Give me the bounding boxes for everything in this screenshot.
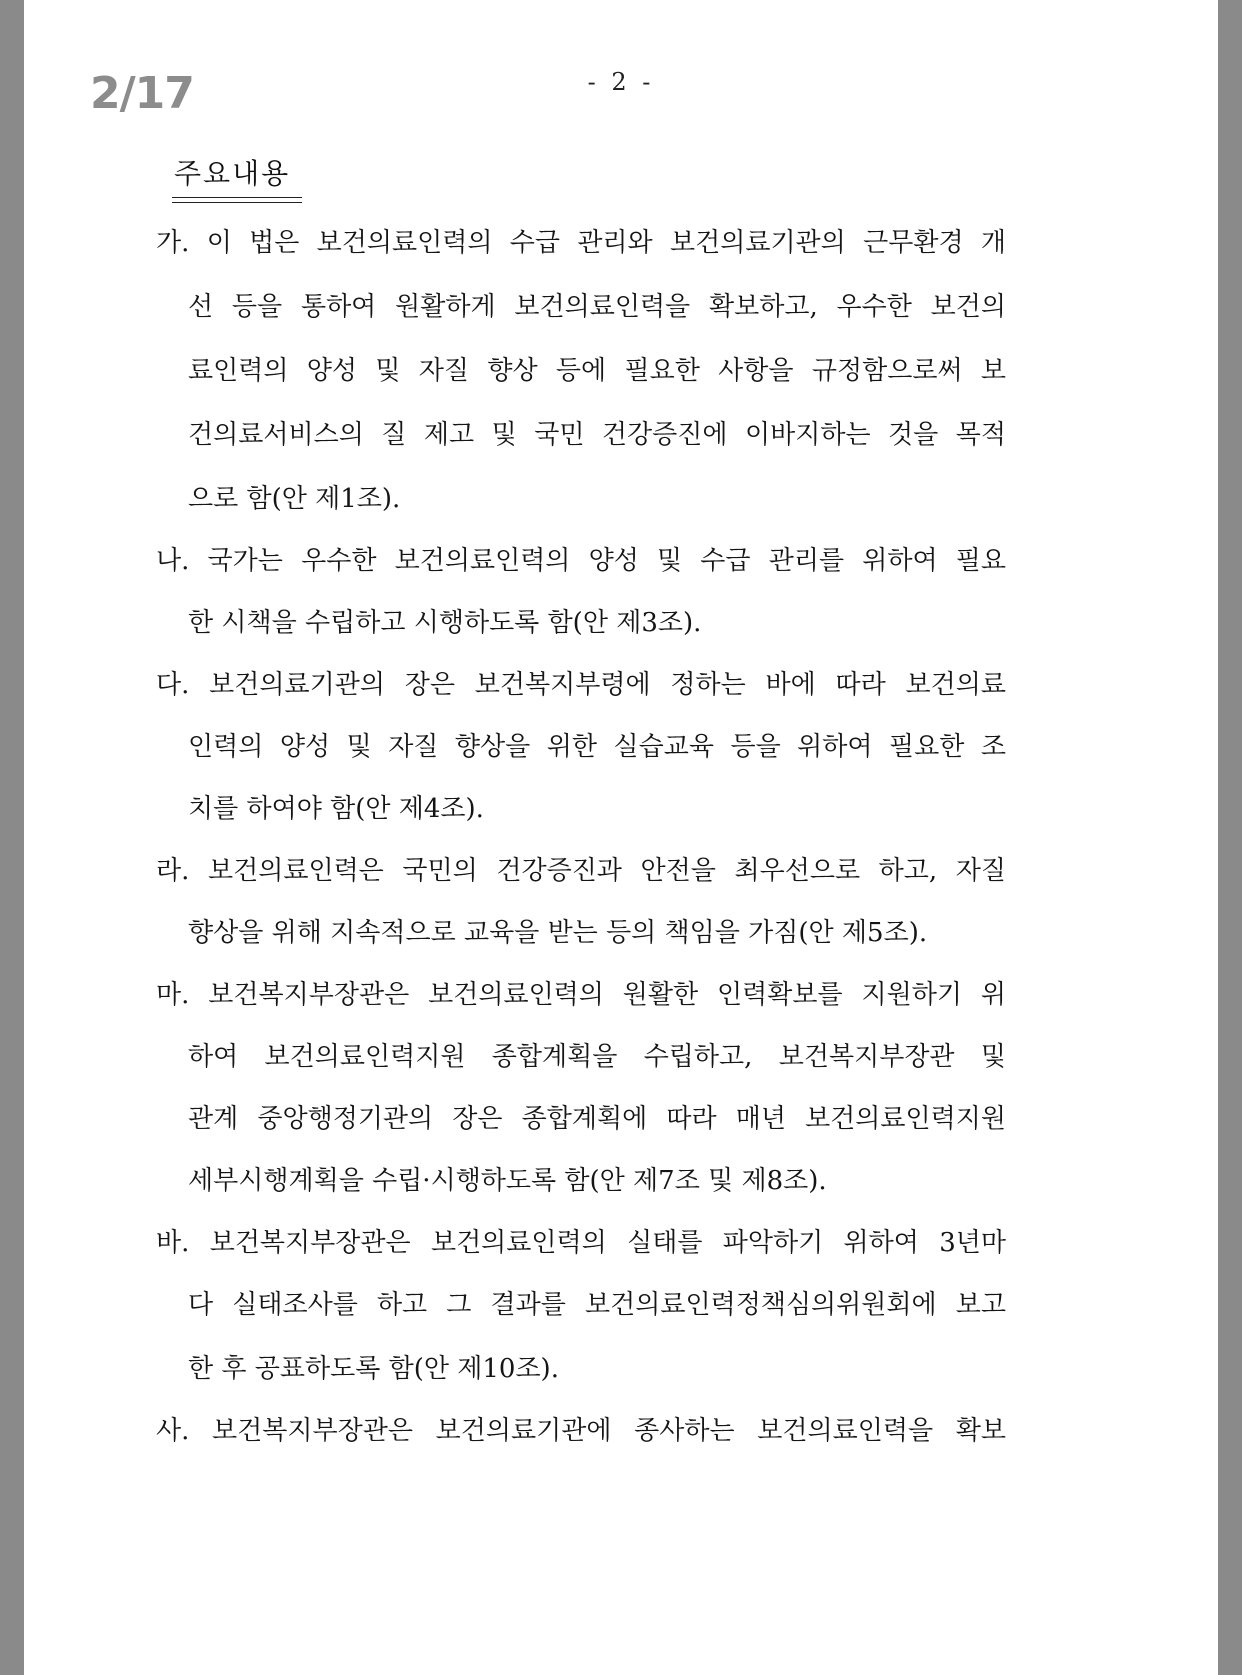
- document-page: [24, 0, 1218, 1675]
- list-item-line: 한 후 공표하도록 함(안 제10조).: [188, 1354, 559, 1384]
- list-item-line: 하여 보건의료인력지원 종합계획을 수립하고, 보건복지부장관 및: [188, 1042, 1006, 1072]
- list-item-line: 으로 함(안 제1조).: [188, 484, 401, 514]
- list-item-line: 마. 보건복지부장관은 보건의료인력의 원활한 인력확보를 지원하기 위: [156, 980, 1006, 1010]
- list-item-line: 다 실태조사를 하고 그 결과를 보건의료인력정책심의위원회에 보고: [188, 1290, 1006, 1320]
- page-number: - 2 -: [587, 68, 655, 96]
- list-item-line: 사. 보건복지부장관은 보건의료기관에 종사하는 보건의료인력을 확보: [156, 1416, 1006, 1446]
- list-item-line: 라. 보건의료인력은 국민의 건강증진과 안전을 최우선으로 하고, 자질: [156, 856, 1006, 886]
- heading-double-underline: [172, 197, 302, 203]
- list-item-line: 바. 보건복지부장관은 보건의료인력의 실태를 파악하기 위하여 3년마: [156, 1228, 1006, 1258]
- section-heading: 주요내용: [174, 157, 291, 190]
- list-item-line: 관계 중앙행정기관의 장은 종합계획에 따라 매년 보건의료인력지원: [188, 1104, 1006, 1134]
- list-item-line: 선 등을 통하여 원활하게 보건의료인력을 확보하고, 우수한 보건의: [188, 292, 1006, 322]
- list-item-line: 한 시책을 수립하고 시행하도록 함(안 제3조).: [188, 608, 702, 638]
- list-item-line: 인력의 양성 및 자질 향상을 위한 실습교육 등을 위하여 필요한 조: [188, 732, 1006, 762]
- list-item-line: 료인력의 양성 및 자질 향상 등에 필요한 사항을 규정함으로써 보: [188, 356, 1006, 386]
- list-item-line: 다. 보건의료기관의 장은 보건복지부령에 정하는 바에 따라 보건의료: [156, 670, 1006, 700]
- list-item-line: 치를 하여야 함(안 제4조).: [188, 794, 484, 824]
- list-item-line: 세부시행계획을 수립·시행하도록 함(안 제7조 및 제8조).: [188, 1166, 827, 1196]
- list-item-line: 가. 이 법은 보건의료인력의 수급 관리와 보건의료기관의 근무환경 개: [156, 228, 1006, 258]
- page-indicator: 2/17: [90, 68, 194, 119]
- list-item-line: 향상을 위해 지속적으로 교육을 받는 등의 책임을 가짐(안 제5조).: [188, 918, 928, 948]
- list-item-line: 나. 국가는 우수한 보건의료인력의 양성 및 수급 관리를 위하여 필요: [156, 546, 1006, 576]
- list-item-line: 건의료서비스의 질 제고 및 국민 건강증진에 이바지하는 것을 목적: [188, 420, 1006, 450]
